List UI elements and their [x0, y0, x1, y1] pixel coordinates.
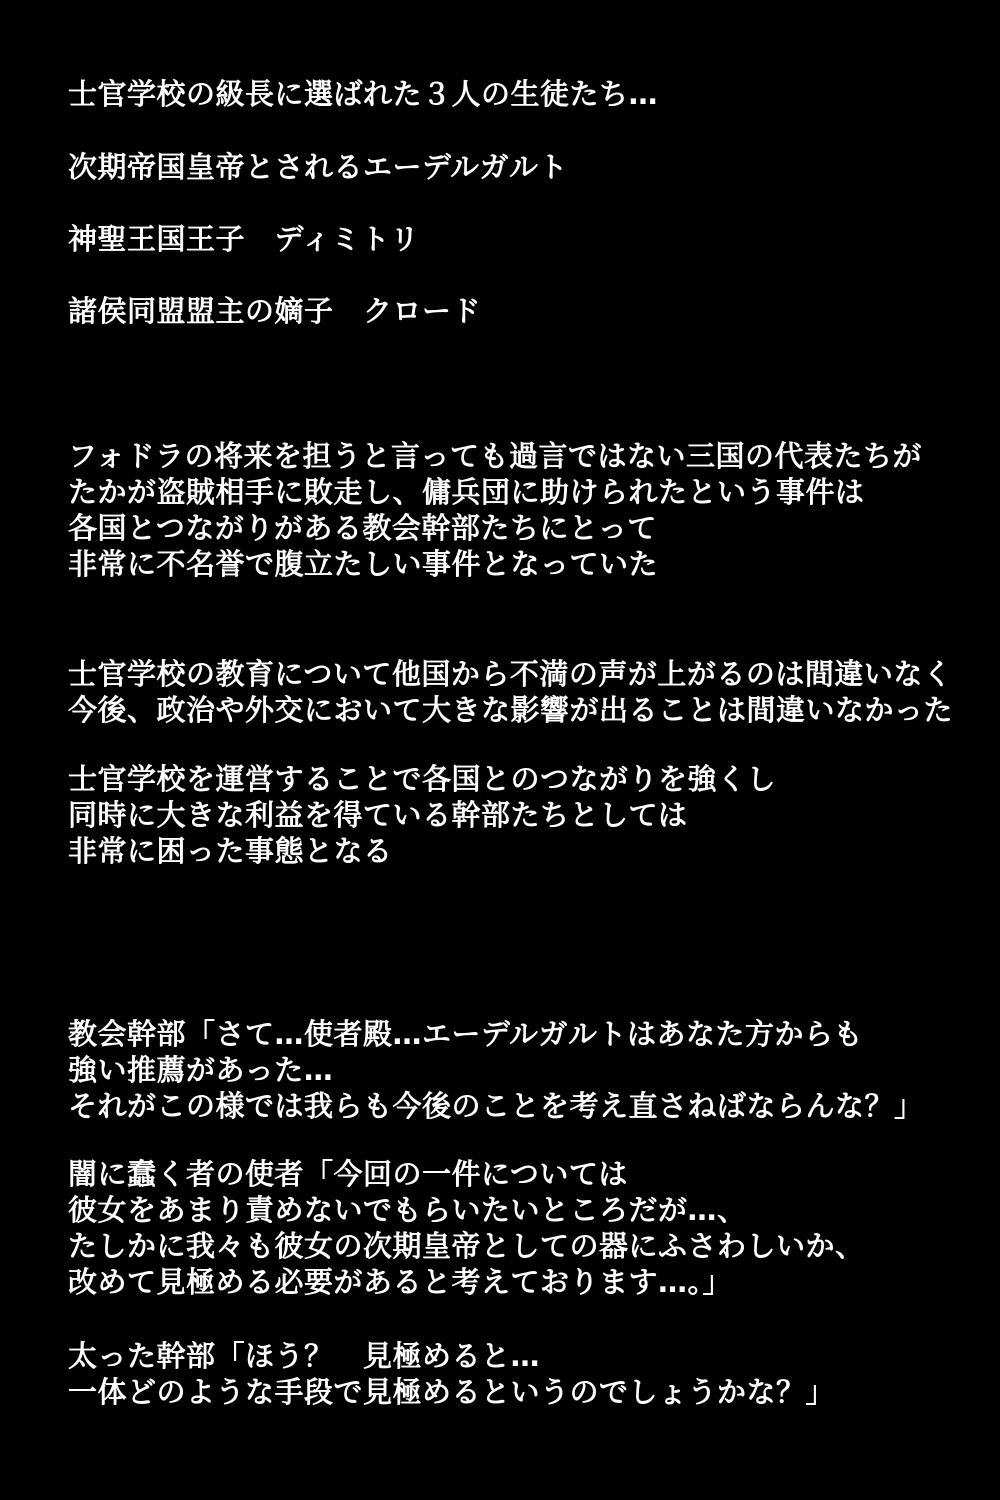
paragraph-fat-official-dialogue — [68, 1338, 980, 1410]
paragraph-dimitri — [68, 221, 980, 257]
story-line: 同時に大きな利益を得ている幹部たちとしては — [68, 798, 688, 832]
story-text-block — [68, 76, 980, 1410]
story-line: 改めて見極める必要があると考えております…。」 — [68, 1265, 733, 1299]
story-line: たかが盗賊相手に敗走し、傭兵団に助けられたという事件は — [68, 475, 865, 509]
paragraph-edelgard — [68, 149, 980, 185]
story-line: それがこの様では我らも今後のことを考え直さねばならんな？」 — [68, 1089, 924, 1123]
story-line: 士官学校の教育について他国から不満の声が上がるのは間違いなく — [68, 657, 953, 691]
story-line: 強い推薦があった… — [68, 1053, 334, 1087]
paragraph-incident — [68, 438, 980, 582]
story-line: たしかに我々も彼女の次期皇帝としての器にふさわしいか、 — [68, 1229, 865, 1263]
story-line: 士官学校の級長に選ばれた３人の生徒たち… — [68, 77, 659, 111]
story-line: 彼女をあまり責めないでもらいたいところだが…、 — [68, 1193, 747, 1227]
story-line: 士官学校を運営することで各国とのつながりを強くし — [68, 762, 777, 796]
paragraph-consequences — [68, 656, 980, 728]
story-line: 今後、政治や外交において大きな影響が出ることは間違いなかった — [68, 693, 954, 727]
story-line: 非常に困った事態となる — [68, 834, 393, 868]
story-line: 非常に不名誉で腹立たしい事件となっていた — [68, 547, 659, 581]
story-line: 闇に蠢く者の使者「今回の一件については — [68, 1157, 628, 1191]
paragraph-church-official-dialogue — [68, 1016, 980, 1124]
story-line: 教会幹部「さて…使者殿…エーデルガルトはあなた方からも — [68, 1017, 864, 1051]
paragraph-messenger-dialogue — [68, 1156, 980, 1300]
story-line: 諸侯同盟盟主の嫡子 クロード — [68, 294, 482, 328]
paragraph-officials-trouble — [68, 761, 980, 869]
paragraph-claude — [68, 293, 980, 329]
story-line: 各国とつながりがある教会幹部たちにとって — [68, 511, 657, 545]
story-line: 一体どのような手段で見極めるというのでしょうかな？」 — [68, 1375, 836, 1409]
story-line: 次期帝国皇帝とされるエーデルガルト — [68, 150, 569, 184]
story-line: 太った幹部「ほう？ 見極めると… — [68, 1339, 541, 1373]
story-line: フォドラの将来を担うと言っても過言ではない三国の代表たちが — [68, 439, 923, 473]
paragraph-intro-students — [68, 76, 980, 112]
story-line: 神聖王国王子 ディミトリ — [68, 222, 420, 256]
